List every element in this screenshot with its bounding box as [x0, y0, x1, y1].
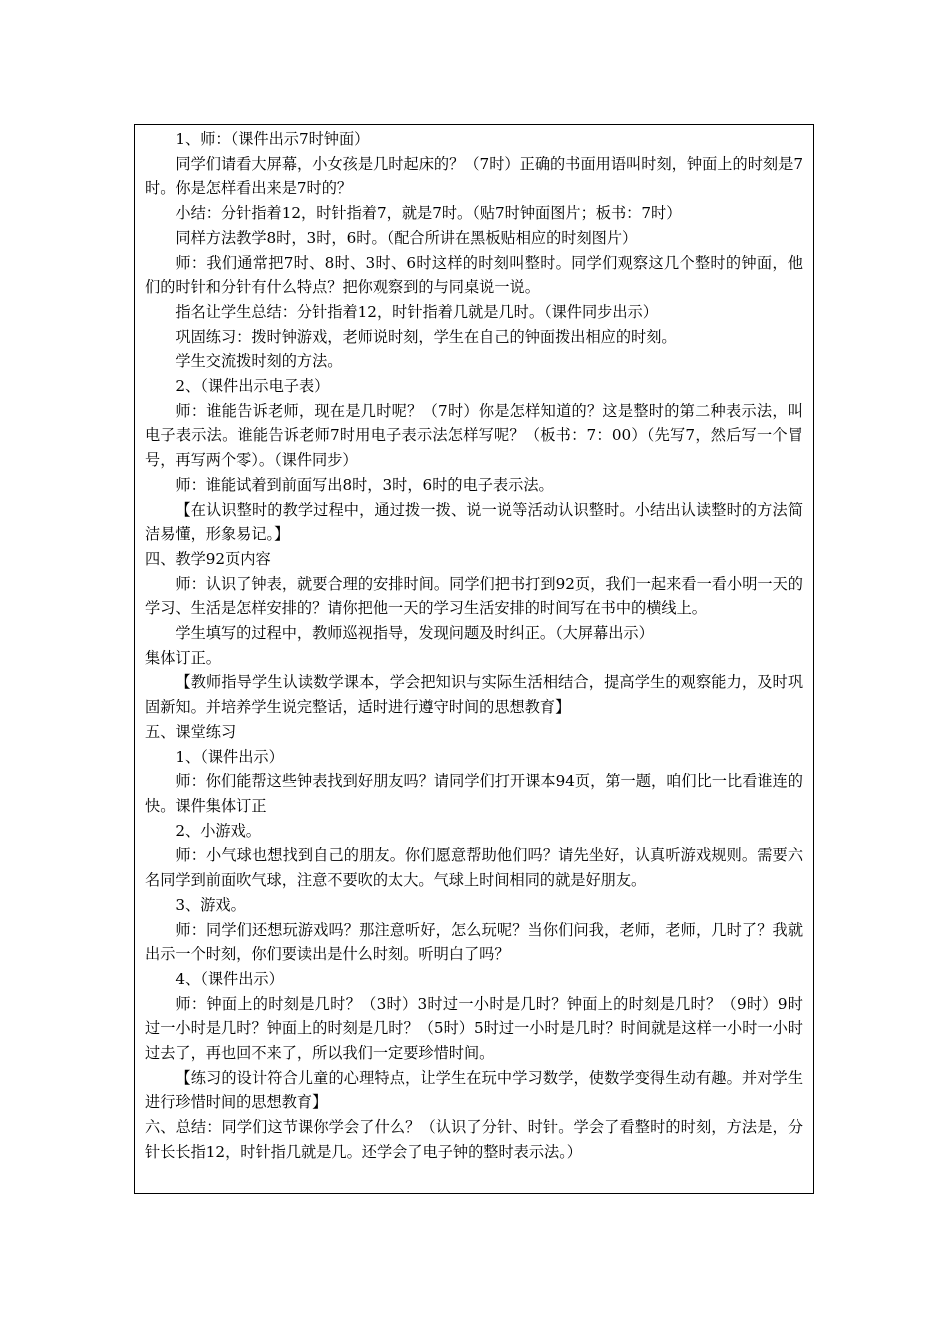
paragraph: 同学们请看大屏幕，小女孩是几时起床的？（7时）正确的书面用语叫时刻，钟面上的时刻是7时。你是怎样看出来是7时的？ [145, 154, 803, 198]
paragraph: 2、小游戏。 [175, 821, 261, 840]
paragraph: 小结：分针指着12，时针指着7，就是7时。（贴7时钟面图片；板书：7时） [175, 204, 682, 223]
lesson-plan-table-cell [134, 124, 814, 1194]
section-heading: 六、总结：同学们这节课你学会了什么？（认识了分针、时针。学会了看整时的时刻，方法是，分针长长指12，时针指几就是几。还学会了电子钟的整时表示法。） [145, 1118, 803, 1161]
paragraph: 指名让学生总结：分针指着12，时针指着几就是几时。（课件同步出示） [175, 302, 658, 321]
paragraph: 师：谁能告诉老师，现在是几时呢？（7时）你是怎样知道的？这是整时的第二种表示法，叫电子表示法。谁能告诉老师7时用电子表示法怎样写呢？（板书：7：00）（先写7，然后写一个冒号，再写两个零）。（课件同步） [145, 401, 803, 470]
paragraph: 师：小气球也想找到自己的朋友。你们愿意帮助他们吗？请先坐好，认真听游戏规则。需要六名同学到前面吹气球，注意不要吹的太大。气球上时间相同的就是好朋友。 [145, 846, 803, 890]
paragraph: 3、游戏。 [175, 895, 246, 914]
section-heading: 五、课堂练习 [145, 722, 237, 741]
paragraph: 集体订正。 [145, 648, 221, 667]
paragraph: 巩固练习：拨时钟游戏，老师说时刻，学生在自己的钟面拨出相应的时刻。 [175, 327, 677, 346]
paragraph: 1、师：（课件出示7时钟面） [175, 130, 370, 148]
paragraph: 同样方法教学8时，3时，6时。（配合所讲在黑板贴相应的时刻图片） [175, 228, 638, 247]
comment-paragraph: 【教师指导学生认读数学课本，学会把知识与实际生活相结合，提高学生的观察能力，及时巩固新知。并培养学生说完整话，适时进行遵守时间的思想教育】 [145, 673, 803, 717]
paragraph: 1、（课件出示） [175, 747, 284, 766]
paragraph: 师：我们通常把7时、8时、3时、6时这样的时刻叫整时。同学们观察这几个整时的钟面，他们的时针和分针有什么特点？把你观察到的与同桌说一说。 [145, 253, 803, 297]
paragraph: 师：谁能试着到前面写出8时，3时，6时的电子表示法。 [175, 475, 554, 494]
paragraph: 师：你们能帮这些钟表找到好朋友吗？请同学们打开课本94页，第一题，咱们比一比看谁连的快。课件集体订正 [145, 772, 803, 815]
paragraph: 学生交流拨时刻的方法。 [175, 352, 343, 371]
paragraph: 师：认识了钟表，就要合理的安排时间。同学们把书打到92页，我们一起来看一看小明一天的学习、生活是怎样安排的？请你把他一天的学习生活安排的时间写在书中的横线上。 [145, 574, 803, 618]
paragraph: 学生填写的过程中，教师巡视指导，发现问题及时纠正。（大屏幕出示） [175, 624, 654, 643]
paragraph: 师：钟面上的时刻是几时？（3时）3时过一小时是几时？钟面上的时刻是几时？（9时）9时过一小时是几时？钟面上的时刻是几时？（5时）5时过一小时是几时？时间就是这样一小时一小时过去了，再也回不来了，所以我们一定要珍惜时间。 [145, 994, 803, 1063]
comment-paragraph: 【在认识整时的教学过程中，通过拨一拨、说一说等活动认识整时。小结出认读整时的方法简洁易懂，形象易记。】 [145, 500, 803, 544]
comment-paragraph: 【练习的设计符合儿童的心理特点，让学生在玩中学习数学，使数学变得生动有趣。并对学生进行珍惜时间的思想教育】 [145, 1068, 803, 1112]
paragraph: 师：同学们还想玩游戏吗？那注意听好，怎么玩呢？当你们问我，老师，老师，几时了？我就出示一个时刻，你们要读出是什么时刻。听明白了吗？ [145, 920, 803, 964]
paragraph: 4、（课件出示） [175, 969, 284, 988]
paragraph: 2、（课件出示电子表） [175, 377, 330, 396]
section-heading: 四、教学92页内容 [145, 549, 271, 568]
